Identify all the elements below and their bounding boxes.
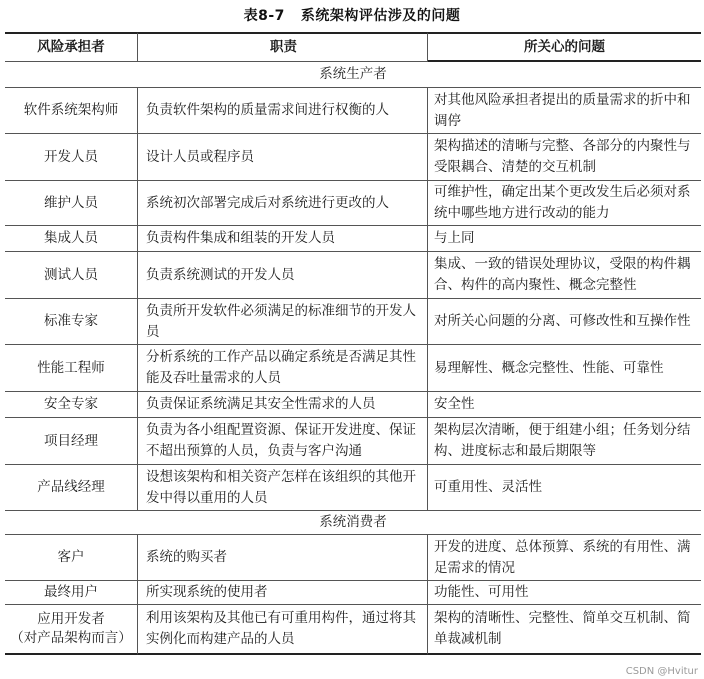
stakeholder-cell: 标准专家 [5,299,138,345]
duty-cell: 系统的购买者 [138,535,428,581]
stakeholder-cell: 安全专家 [5,392,138,418]
duty-cell: 设想该架构和相关资产怎样在该组织的其他开发中得以重用的人员 [138,465,428,511]
header-duty: 职责 [138,32,428,62]
concern-cell: 对其他风险承担者提出的质量需求的折中和调停 [428,88,701,134]
evaluation-table [5,32,701,671]
concern-cell: 集成、一致的错误处理协议，受限的构件耦合、构件的高内聚性、概念完整性 [428,252,701,299]
stakeholder-cell: 性能工程师 [5,345,138,392]
stakeholder-cell: 项目经理 [5,418,138,465]
stakeholder-cell: 维护人员 [5,181,138,226]
duty-cell: 利用该架构及其他已有可重用构件，通过将其实例化而构建产品的人员 [138,605,428,655]
concern-cell: 安全性 [428,392,701,418]
concern-cell: 易理解性、概念完整性、性能、可靠性 [428,345,701,392]
duty-cell: 负责保证系统满足其安全性需求的人员 [138,392,428,418]
duty-cell: 系统初次部署完成后对系统进行更改的人 [138,181,428,226]
section-producer: 系统生产者 [5,62,701,88]
stakeholder-cell: 测试人员 [5,252,138,299]
table-caption: 系统架构评估涉及的问题 [300,8,461,24]
stakeholder-cell: 应用开发者 （对产品架构而言） [5,605,138,655]
concern-cell: 开发的进度、总体预算、系统的有用性、满足需求的情况 [428,535,701,581]
stakeholder-cell: 客户 [5,535,138,581]
stakeholder-cell: 最终用户 [5,581,138,605]
stakeholder-cell: 开发人员 [5,134,138,181]
duty-cell: 负责系统测试的开发人员 [138,252,428,299]
duty-cell: 设计人员或程序员 [138,134,428,181]
stakeholder-cell: 软件系统架构师 [5,88,138,134]
concern-cell: 与上同 [428,226,701,252]
table-title [0,5,704,25]
section-consumer: 系统消费者 [5,511,701,535]
duty-cell: 所实现系统的使用者 [138,581,428,605]
header-concern: 所关心的问题 [428,32,701,62]
stakeholder-cell: 集成人员 [5,226,138,252]
concern-cell: 架构的清晰性、完整性、简单交互机制、简单裁减机制 [428,605,701,655]
watermark: CSDN @Hvitur [625,666,698,677]
duty-cell: 负责所开发软件必须满足的标准细节的开发人员 [138,299,428,345]
stakeholder-cell: 产品线经理 [5,465,138,511]
concern-cell: 可重用性、灵活性 [428,465,701,511]
concern-cell: 架构描述的清晰与完整、各部分的内聚性与受限耦合、清楚的交互机制 [428,134,701,181]
concern-cell: 架构层次清晰，便于组建小组；任务划分结构、进度标志和最后期限等 [428,418,701,465]
concern-cell: 功能性、可用性 [428,581,701,605]
duty-cell: 负责为各小组配置资源、保证开发进度、保证不超出预算的人员，负责与客户沟通 [138,418,428,465]
duty-cell: 负责软件架构的质量需求间进行权衡的人 [138,88,428,134]
table-number: 表8-7 [243,8,285,24]
duty-cell: 分析系统的工作产品以确定系统是否满足其性能及吞吐量需求的人员 [138,345,428,392]
header-stakeholder: 风险承担者 [5,32,138,62]
concern-cell: 对所关心问题的分离、可修改性和互操作性 [428,299,701,345]
duty-cell: 负责构件集成和组装的开发人员 [138,226,428,252]
concern-cell: 可维护性，确定出某个更改发生后必须对系统中哪些地方进行改动的能力 [428,181,701,226]
